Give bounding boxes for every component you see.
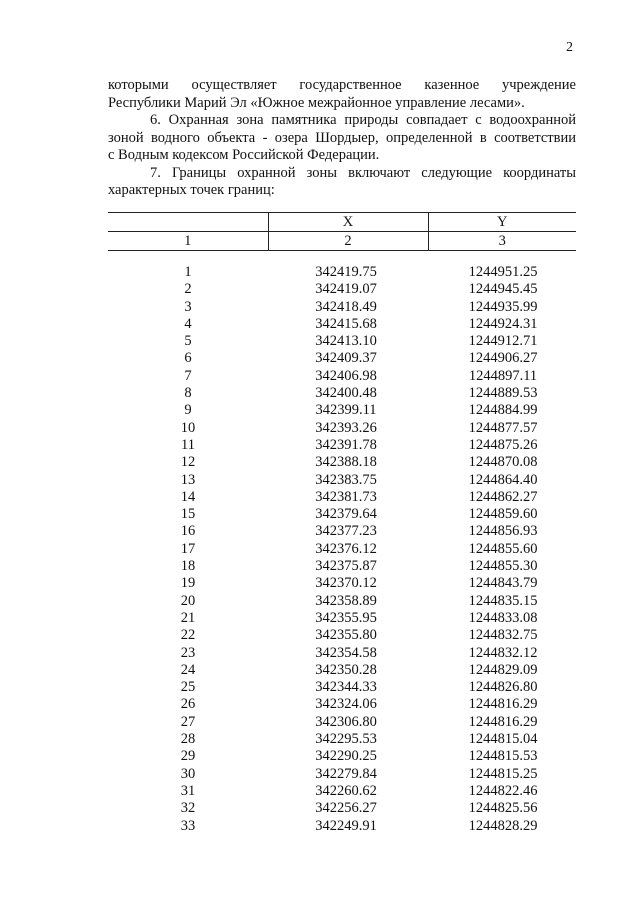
- x-coordinate-cell: 342344.33: [315, 679, 377, 696]
- point-number-cell: 1: [184, 264, 192, 280]
- table-row: [108, 333, 576, 350]
- y-coordinate-cell: 1244835.15: [468, 592, 538, 609]
- x-coordinate-cell: 342306.80: [315, 713, 377, 730]
- point-number-cell: 14: [180, 488, 196, 505]
- y-coordinate-cell: 1244843.79: [468, 575, 538, 592]
- point-number-cell: 18: [180, 558, 196, 575]
- point-number-cell: 11: [181, 436, 195, 453]
- table-row: [108, 368, 576, 385]
- y-coordinate-cell: 1244832.75: [468, 627, 538, 644]
- y-coordinate-cell: 1244822.46: [468, 782, 538, 799]
- paragraph-3: [108, 165, 576, 200]
- x-coordinate-cell: 342354.58: [315, 644, 377, 661]
- y-coordinate-cell: 1244897.11: [468, 367, 538, 384]
- point-number-cell: 12: [180, 454, 196, 471]
- point-number-cell: 8: [184, 385, 192, 402]
- y-coordinate-cell: 1244829.09: [468, 661, 538, 678]
- y-coordinate-cell: 1244889.53: [468, 385, 538, 402]
- point-number-cell: 9: [184, 402, 192, 419]
- y-coordinate-cell: 1244825.56: [468, 800, 538, 817]
- point-number-cell: 7: [184, 367, 192, 384]
- y-coordinate-cell: 1244826.80: [468, 679, 538, 696]
- x-coordinate-cell: 342279.84: [315, 765, 377, 782]
- y-coordinate-cell: 1244906.27: [468, 350, 538, 367]
- x-coordinate-cell: 342350.28: [315, 661, 377, 678]
- y-coordinate-cell: 1244875.26: [468, 436, 538, 453]
- table-row: [108, 679, 576, 696]
- paragraph-1-line-2: Республики Марий Эл «Южное межрайонное управление лесами».: [108, 94, 525, 111]
- x-coordinate-cell: 342400.48: [315, 385, 377, 402]
- column-number-2: 2: [268, 232, 428, 251]
- point-number-cell: 25: [180, 679, 196, 696]
- table-header-row: [108, 213, 576, 232]
- body-text: [108, 77, 576, 200]
- x-coordinate-cell: 342393.26: [315, 419, 377, 436]
- y-coordinate-cell: 1244912.71: [468, 333, 538, 350]
- table-row: [108, 818, 576, 835]
- table-row: [108, 523, 576, 540]
- y-coordinate-cell: 1244816.29: [468, 696, 538, 713]
- table-row: [108, 541, 576, 558]
- point-number-cell: 2: [184, 281, 192, 298]
- table-row: [108, 593, 576, 610]
- table-row: [108, 281, 576, 298]
- y-coordinate-cell: 1244855.60: [468, 540, 538, 557]
- table-row: [108, 472, 576, 489]
- table-row: [108, 627, 576, 644]
- point-number-cell: 22: [180, 627, 196, 644]
- x-coordinate-cell: 342375.87: [315, 558, 377, 575]
- table-row: [108, 731, 576, 748]
- table-row: [108, 610, 576, 627]
- x-coordinate-cell: 342418.49: [315, 298, 377, 315]
- header-cell-x: X: [268, 213, 428, 232]
- column-number-3: 3: [428, 232, 576, 251]
- point-number-cell: 6: [184, 350, 192, 367]
- paragraph-2: [108, 112, 576, 165]
- x-coordinate-cell: 342419.07: [315, 281, 377, 298]
- paragraph-3-line-2: характерных точек границ:: [108, 182, 275, 198]
- y-coordinate-cell: 1244815.04: [468, 731, 538, 748]
- table-row: [108, 662, 576, 679]
- x-coordinate-cell: 342381.73: [315, 488, 377, 505]
- x-coordinate-cell: 342406.98: [315, 367, 377, 384]
- point-number-cell: 3: [184, 298, 192, 315]
- x-coordinate-cell: 342413.10: [315, 333, 377, 350]
- y-coordinate-cell: 1244828.29: [468, 817, 538, 834]
- point-number-cell: 26: [180, 696, 196, 713]
- y-coordinate-cell: 1244935.99: [468, 298, 538, 315]
- table-row: [108, 766, 576, 783]
- y-coordinate-cell: 1244816.29: [468, 713, 538, 730]
- point-number-cell: 19: [180, 575, 196, 592]
- x-coordinate-cell: 342249.91: [315, 817, 377, 834]
- point-number-cell: 21: [180, 609, 196, 626]
- paragraph-2-line-2: зоной водного объекта - озера Шордыер, определенной в соответствии: [108, 129, 576, 146]
- x-coordinate-cell: 342355.80: [315, 627, 377, 644]
- table-row: [108, 645, 576, 662]
- y-coordinate-cell: 1244815.25: [468, 765, 538, 782]
- table-row: [108, 316, 576, 333]
- page-number: 2: [566, 40, 573, 55]
- table-row: [108, 714, 576, 731]
- table-row: [108, 350, 576, 367]
- point-number-cell: 20: [180, 592, 196, 609]
- point-number-cell: 5: [184, 333, 192, 350]
- column-number-row: [108, 232, 576, 251]
- paragraph-1: [108, 77, 576, 112]
- point-number-cell: 31: [180, 782, 196, 799]
- y-coordinate-cell: 1244815.53: [468, 748, 538, 765]
- table-row: [108, 575, 576, 592]
- y-coordinate-cell: 1244945.45: [468, 281, 538, 298]
- point-number-cell: 16: [180, 523, 196, 540]
- point-number-cell: 27: [180, 713, 196, 730]
- y-coordinate-cell: 1244832.12: [468, 644, 538, 661]
- x-coordinate-cell: 342256.27: [315, 800, 377, 817]
- x-coordinate-cell: 342260.62: [315, 782, 377, 799]
- column-number-1: 1: [108, 232, 268, 251]
- x-coordinate-cell: 342419.75: [315, 264, 377, 280]
- paragraph-1-line-1: которыми осуществляет государственное казенное учреждение: [108, 77, 576, 93]
- x-coordinate-cell: 342415.68: [315, 315, 377, 332]
- table-row: [108, 696, 576, 713]
- y-coordinate-cell: 1244870.08: [468, 454, 538, 471]
- point-number-cell: 10: [180, 419, 196, 436]
- x-coordinate-cell: 342377.23: [315, 523, 377, 540]
- point-number-cell: 30: [180, 765, 196, 782]
- x-coordinate-cell: 342399.11: [315, 402, 377, 419]
- point-number-cell: 13: [180, 471, 196, 488]
- point-number-cell: 24: [180, 661, 196, 678]
- paragraph-3-line-1: 7. Границы охранной зоны включают следующие координаты: [150, 164, 576, 181]
- x-coordinate-cell: 342355.95: [315, 609, 377, 626]
- header-cell-point: [108, 213, 268, 232]
- x-coordinate-cell: 342324.06: [315, 696, 377, 713]
- y-coordinate-cell: 1244924.31: [468, 315, 538, 332]
- table-row: [108, 437, 576, 454]
- x-coordinate-cell: 342358.89: [315, 592, 377, 609]
- table-row: [108, 506, 576, 523]
- table-row: [108, 420, 576, 437]
- x-coordinate-cell: 342391.78: [315, 436, 377, 453]
- header-cell-y: Y: [428, 213, 576, 232]
- y-coordinate-cell: 1244859.60: [468, 506, 538, 523]
- x-coordinate-cell: 342388.18: [315, 454, 377, 471]
- y-coordinate-cell: 1244833.08: [468, 609, 538, 626]
- y-coordinate-cell: 1244864.40: [468, 471, 538, 488]
- table-row: [108, 402, 576, 419]
- point-number-cell: 32: [180, 800, 196, 817]
- table-row: [108, 264, 576, 281]
- paragraph-2-line-3: с Водным кодексом Российской Федерации.: [108, 147, 380, 163]
- coordinates-table: [108, 212, 576, 835]
- point-number-cell: 23: [180, 644, 196, 661]
- point-number-cell: 29: [180, 748, 196, 765]
- y-coordinate-cell: 1244951.25: [468, 264, 538, 280]
- paragraph-2-line-1: 6. Охранная зона памятника природы совпадает с водоохранной: [150, 112, 576, 128]
- table-row: [108, 454, 576, 471]
- table-row: [108, 385, 576, 402]
- point-number-cell: 4: [184, 315, 192, 332]
- point-number-cell: 17: [180, 540, 196, 557]
- table-row: [108, 783, 576, 800]
- x-coordinate-cell: 342383.75: [315, 471, 377, 488]
- x-coordinate-cell: 342409.37: [315, 350, 377, 367]
- point-number-cell: 15: [180, 506, 196, 523]
- x-coordinate-cell: 342295.53: [315, 731, 377, 748]
- x-coordinate-cell: 342379.64: [315, 506, 377, 523]
- y-coordinate-cell: 1244862.27: [468, 488, 538, 505]
- y-coordinate-cell: 1244877.57: [468, 419, 538, 436]
- table-row: [108, 299, 576, 316]
- x-coordinate-cell: 342376.12: [315, 540, 377, 557]
- x-coordinate-cell: 342290.25: [315, 748, 377, 765]
- table-body: [108, 264, 576, 835]
- point-number-cell: 28: [180, 731, 196, 748]
- point-number-cell: 33: [180, 817, 196, 834]
- table-row: [108, 800, 576, 817]
- x-coordinate-cell: 342370.12: [315, 575, 377, 592]
- table-row: [108, 748, 576, 765]
- table-row: [108, 489, 576, 506]
- y-coordinate-cell: 1244884.99: [468, 402, 538, 419]
- y-coordinate-cell: 1244855.30: [468, 558, 538, 575]
- table-row: [108, 558, 576, 575]
- y-coordinate-cell: 1244856.93: [468, 523, 538, 540]
